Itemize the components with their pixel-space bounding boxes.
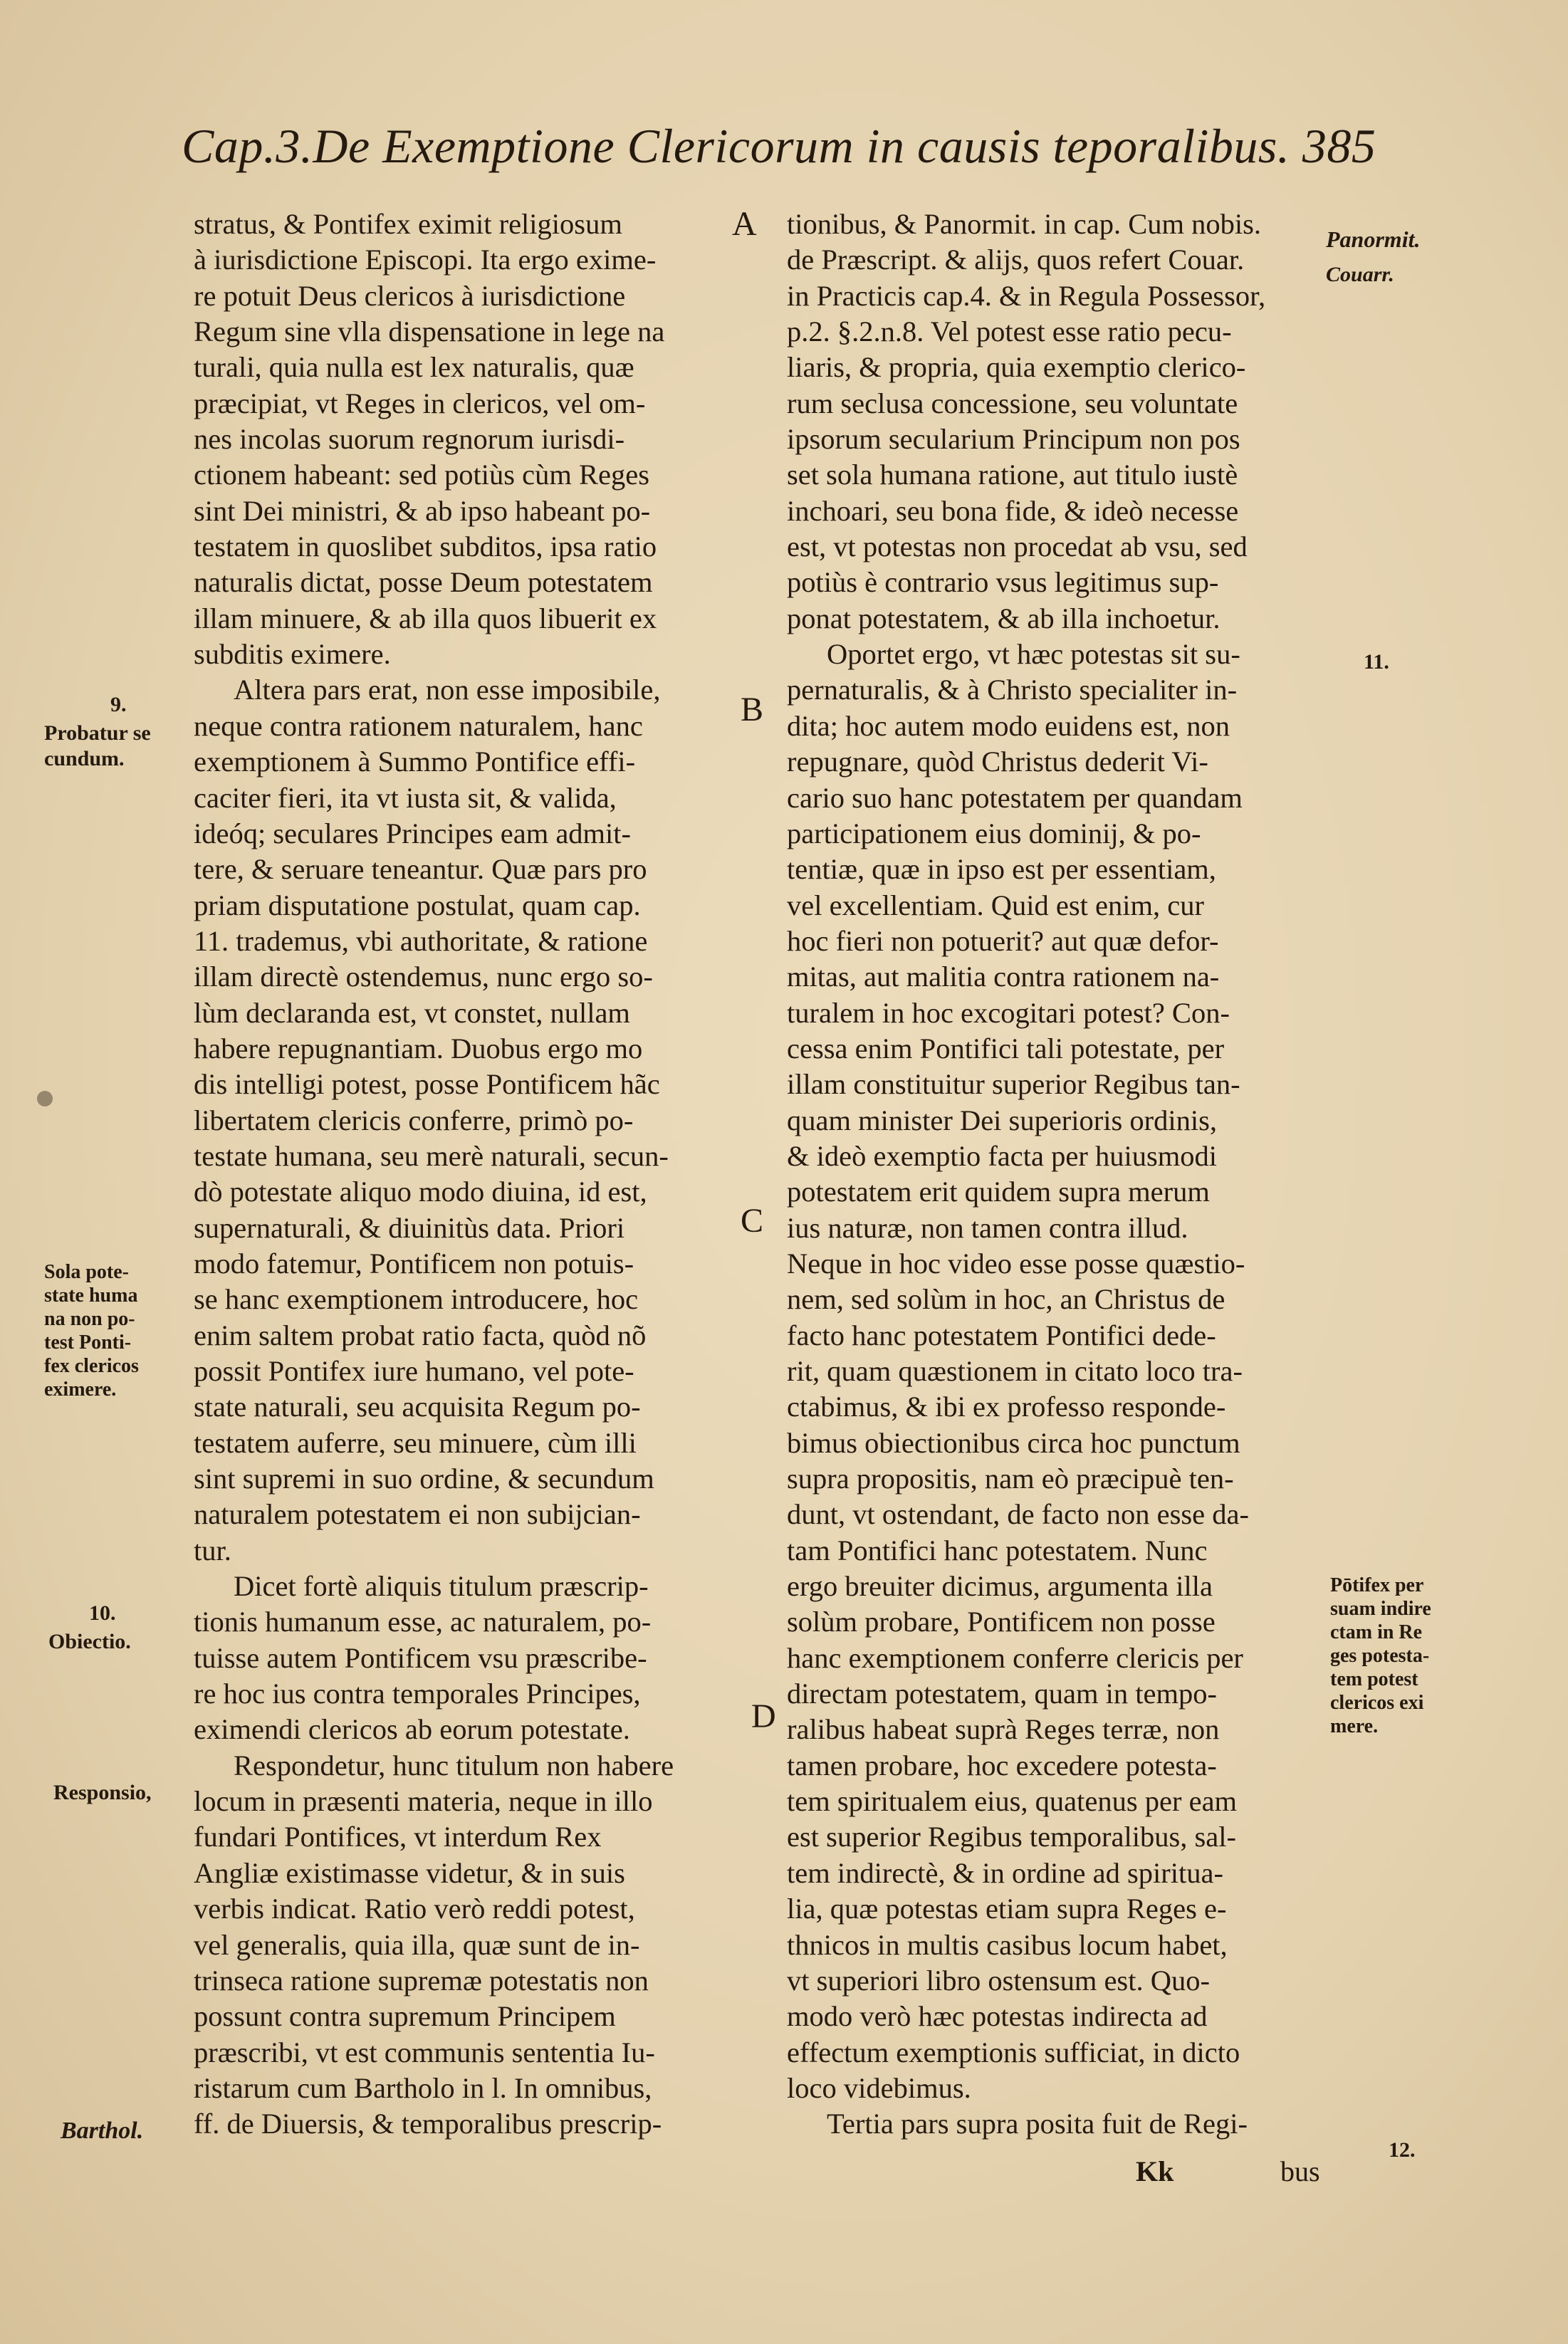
- text-line: ergo breuiter dicimus, argumenta illa: [787, 1570, 1213, 1603]
- section-letter-b: B: [741, 691, 764, 728]
- text-line: Altera pars erat, non esse imposibile,: [234, 674, 661, 706]
- text-line: illam constituitur superior Regibus tan-: [787, 1068, 1240, 1101]
- margin-note-line: Sola pote-: [44, 1261, 129, 1283]
- text-line: rum seclusa concessione, seu voluntate: [787, 387, 1238, 419]
- section-letter-c: C: [741, 1202, 764, 1240]
- text-line: verbis indicat. Ratio verò reddi potest,: [194, 1893, 635, 1925]
- text-line: & ideò exemptio facta per huiusmodi: [787, 1139, 1217, 1172]
- text-line: 11. trademus, vbi authoritate, & ratione: [194, 924, 648, 957]
- text-line: potestatem erit quidem supra merum: [787, 1176, 1210, 1208]
- text-line: naturalem potestatem ei non subijcian-: [194, 1498, 641, 1531]
- text-line: est superior Regibus temporalibus, sal-: [787, 1821, 1237, 1853]
- text-line: modo fatemur, Pontificem non potuis-: [194, 1247, 634, 1280]
- text-line: facto hanc potestatem Pontifici dede-: [787, 1319, 1216, 1351]
- text-line: dita; hoc autem modo euidens est, non: [787, 709, 1230, 742]
- text-line: ctabimus, & ibi ex professo responde-: [787, 1391, 1226, 1423]
- text-line: tentiæ, quæ in ipso est per essentiam,: [787, 853, 1216, 886]
- text-line: habere repugnantiam. Duobus ergo mo: [194, 1032, 643, 1064]
- text-line: vt superiori libro ostensum est. Quo-: [787, 1964, 1210, 1997]
- text-line: Oportet ergo, vt hæc potestas sit su-: [827, 638, 1240, 671]
- margin-note-probatur: [44, 721, 151, 772]
- text-line: à iurisdictione Episcopi. Ita ergo exime-: [194, 244, 657, 276]
- margin-number-9: 9.: [110, 693, 127, 716]
- text-line: state naturali, seu acquisita Regum po-: [194, 1391, 641, 1423]
- text-line: dò potestate aliquo modo diuina, id est,: [194, 1176, 647, 1208]
- margin-note-sola-potestate: [44, 1260, 139, 1401]
- text-line: nes incolas suorum regnorum iurisdi-: [194, 423, 625, 456]
- text-line: Angliæ existimasse videtur, & in suis: [194, 1856, 625, 1889]
- text-line: tem spiritualem eius, quatenus per eam: [787, 1785, 1238, 1818]
- text-line: eximendi clericos ab eorum potestate.: [194, 1713, 630, 1746]
- margin-note-line: tem potest: [1330, 1668, 1418, 1690]
- text-line: est, vt potestas non procedat ab vsu, sed: [787, 530, 1248, 563]
- margin-note-line: ctam in Re: [1330, 1621, 1423, 1643]
- margin-note-potifex: [1330, 1574, 1431, 1738]
- text-line: Dicet fortè aliquis titulum præscrip-: [234, 1570, 649, 1603]
- text-line: inchoari, seu bona fide, & ideò necesse: [787, 494, 1239, 527]
- text-line: participationem eius dominij, & po-: [787, 817, 1201, 849]
- text-line: Respondetur, hunc titulum non habere: [234, 1749, 674, 1781]
- text-line: stratus, & Pontifex eximit religiosum: [194, 208, 622, 240]
- text-line: naturalis dictat, posse Deum potestatem: [194, 566, 653, 599]
- text-line: directam potestatem, quam in tempo-: [787, 1678, 1217, 1710]
- section-letter-d: D: [751, 1697, 776, 1735]
- text-line: trinseca ratione supremæ potestatis non: [194, 1964, 649, 1997]
- text-line: ctionem habeant: sed potiùs cùm Reges: [194, 459, 649, 491]
- text-line: de Præscript. & alijs, quos refert Couar.: [787, 244, 1245, 276]
- text-line: priam disputatione postulat, quam cap.: [194, 889, 641, 921]
- margin-note-line: mere.: [1330, 1715, 1379, 1737]
- text-line: enim saltem probat ratio facta, quòd nõ: [194, 1319, 647, 1351]
- margin-note-line: na non po-: [44, 1308, 135, 1330]
- text-line: præscribi, vt est communis sententia Iu-: [194, 2036, 655, 2068]
- margin-note-couarr: Couarr.: [1326, 263, 1394, 286]
- catchword: bus: [1280, 2155, 1320, 2187]
- text-line: p.2. §.2.n.8. Vel potest esse ratio pecu-: [787, 315, 1232, 348]
- ink-blot: [37, 1091, 53, 1106]
- text-line: præcipiat, vt Reges in clericos, vel om-: [194, 387, 646, 419]
- text-line: testatem in quoslibet subditos, ipsa ratio: [194, 530, 657, 563]
- text-line: possunt contra supremum Principem: [194, 2000, 616, 2033]
- section-letter-a: A: [732, 205, 757, 243]
- text-line: caciter fieri, ita vt iusta sit, & valida,: [194, 781, 617, 814]
- text-line: re hoc ius contra temporales Principes,: [194, 1678, 641, 1710]
- text-line: repugnare, quòd Christus dederit Vi-: [787, 745, 1208, 778]
- text-line: quam minister Dei superioris ordinis,: [787, 1104, 1218, 1136]
- margin-note-line: Probatur se: [44, 721, 151, 745]
- margin-note-line: test Ponti-: [44, 1331, 132, 1354]
- text-line: hanc exemptionem conferre clericis per: [787, 1641, 1243, 1674]
- left-text-column: [194, 206, 726, 2142]
- text-line: dunt, vt ostendant, de facto non esse da-: [787, 1498, 1249, 1531]
- text-line: pernaturalis, & à Christo specialiter in-: [787, 674, 1238, 706]
- text-line: supernaturali, & diuinitùs data. Priori: [194, 1211, 625, 1244]
- text-line: dis intelligi potest, posse Pontificem hãc: [194, 1068, 660, 1101]
- text-line: neque contra rationem naturalem, hanc: [194, 709, 643, 742]
- text-line: subditis eximere.: [194, 638, 391, 671]
- text-line: tamen probare, hoc excedere potesta-: [787, 1749, 1217, 1781]
- text-line: tere, & seruare teneantur. Quæ pars pro: [194, 853, 647, 886]
- text-line: sint Dei ministri, & ab ipso habeant po-: [194, 494, 651, 527]
- text-line: ponat potestatem, & ab illa inchoetur.: [787, 602, 1221, 634]
- margin-note-line: fex clericos: [44, 1355, 139, 1377]
- margin-note-line: clericos exi: [1330, 1692, 1424, 1714]
- text-line: effectum exemptionis sufficiat, in dicto: [787, 2036, 1240, 2068]
- text-line: tur.: [194, 1534, 231, 1566]
- text-line: liaris, & propria, quia exemptio clerico-: [787, 351, 1246, 384]
- text-line: tionibus, & Panormit. in cap. Cum nobis.: [787, 208, 1261, 240]
- margin-note-panormit: Panormit.: [1326, 226, 1421, 252]
- text-line: testate humana, seu merè naturali, secun-: [194, 1139, 669, 1172]
- text-line: ius naturæ, non tamen contra illud.: [787, 1211, 1188, 1244]
- text-line: illam directè ostendemus, nunc ergo so-: [194, 961, 653, 993]
- text-line: Tertia pars supra posita fuit de Regi-: [827, 2108, 1248, 2140]
- text-line: thnicos in multis casibus locum habet,: [787, 1928, 1228, 1961]
- text-line: bimus obiectionibus circa hoc punctum: [787, 1426, 1240, 1459]
- text-line: re potuit Deus clericos à iurisdictione: [194, 279, 626, 312]
- text-line: ideóq; seculares Principes eam admit-: [194, 817, 632, 849]
- text-line: cario suo hanc potestatem per quandam: [787, 781, 1243, 814]
- text-line: turali, quia nulla est lex naturalis, quæ: [194, 351, 634, 384]
- text-line: lia, quæ potestas etiam supra Reges e-: [787, 1893, 1227, 1925]
- text-line: lùm declaranda est, vt constet, nullam: [194, 996, 630, 1029]
- text-line: rit, quam quæstionem in citato loco tra-: [787, 1355, 1243, 1387]
- text-line: sint supremi in suo ordine, & secundum: [194, 1463, 654, 1495]
- text-line: ff. de Diuersis, & temporalibus prescrip-: [194, 2108, 662, 2140]
- right-text-column: [787, 206, 1322, 2142]
- text-line: se hanc exemptionem introducere, hoc: [194, 1283, 639, 1316]
- signature-mark: Kk: [1136, 2155, 1174, 2187]
- text-line: loco videbimus.: [787, 2071, 971, 2104]
- text-line: tionis humanum esse, ac naturalem, po-: [194, 1606, 652, 1638]
- text-line: tuisse autem Pontificem vsu præscribe-: [194, 1641, 647, 1674]
- text-line: possit Pontifex iure humano, vel pote-: [194, 1355, 634, 1387]
- text-line: vel excellentiam. Quid est enim, cur: [787, 889, 1204, 921]
- margin-note-line: ges potesta-: [1330, 1645, 1430, 1667]
- text-line: ipsorum secularium Principum non pos: [787, 423, 1240, 456]
- text-line: supra propositis, nam eò præcipuè ten-: [787, 1463, 1234, 1495]
- text-line: tem indirectè, & in ordine ad spiritua-: [787, 1856, 1223, 1889]
- text-line: cessa enim Pontifici tali potestate, per: [787, 1032, 1225, 1064]
- text-line: set sola humana ratione, aut titulo iustè: [787, 459, 1238, 491]
- margin-note-line: eximere.: [44, 1378, 117, 1401]
- margin-note-line: cundum.: [44, 747, 125, 770]
- text-line: nem, sed solùm in hoc, an Christus de: [787, 1283, 1225, 1316]
- text-line: exemptionem à Summo Pontifice effi-: [194, 745, 636, 778]
- margin-note-obiectio: Obiectio.: [48, 1630, 131, 1653]
- text-line: Regum sine vlla dispensatione in lege na: [194, 315, 665, 348]
- text-line: libertatem clericis conferre, primò po-: [194, 1104, 634, 1136]
- text-line: fundari Pontifices, vt interdum Rex: [194, 1821, 602, 1853]
- margin-number-11: 11.: [1364, 650, 1389, 674]
- text-line: ralibus habeat suprà Reges terræ, non: [787, 1713, 1220, 1746]
- margin-note-barthol: Barthol.: [61, 2118, 144, 2144]
- text-line: hoc fieri non potuerit? aut quæ defor-: [787, 924, 1219, 957]
- text-line: ristarum cum Bartholo in l. In omnibus,: [194, 2071, 652, 2104]
- text-line: in Practicis cap.4. & in Regula Possessor,: [787, 279, 1266, 312]
- margin-number-10: 10.: [89, 1601, 116, 1625]
- text-line: illam minuere, & ab illa quos libuerit ex: [194, 602, 657, 634]
- text-line: turalem in hoc excogitari potest? Con-: [787, 996, 1230, 1029]
- text-line: modo verò hæc potestas indirecta ad: [787, 2000, 1208, 2033]
- text-line: vel generalis, quia illa, quæ sunt de in-: [194, 1928, 640, 1961]
- text-line: testatem auferre, seu minuere, cùm illi: [194, 1426, 637, 1459]
- running-title: Cap.3.De Exemptione Clericorum in causis teporalibus. 385: [182, 119, 1376, 173]
- text-line: Neque in hoc video esse posse quæstio-: [787, 1247, 1245, 1280]
- text-line: mitas, aut malitia contra rationem na-: [787, 961, 1220, 993]
- margin-note-line: Pōtifex per: [1330, 1574, 1424, 1596]
- text-line: locum in præsenti materia, neque in illo: [194, 1785, 653, 1818]
- margin-note-responsio: Responsio,: [53, 1781, 152, 1804]
- text-line: potiùs è contrario vsus legitimus sup-: [787, 566, 1219, 599]
- text-line: solùm probare, Pontificem non posse: [787, 1606, 1216, 1638]
- margin-note-line: state huma: [44, 1285, 138, 1307]
- margin-note-line: suam indire: [1330, 1598, 1431, 1620]
- text-line: tam Pontifici hanc potestatem. Nunc: [787, 1534, 1208, 1566]
- margin-number-12: 12.: [1389, 2138, 1416, 2162]
